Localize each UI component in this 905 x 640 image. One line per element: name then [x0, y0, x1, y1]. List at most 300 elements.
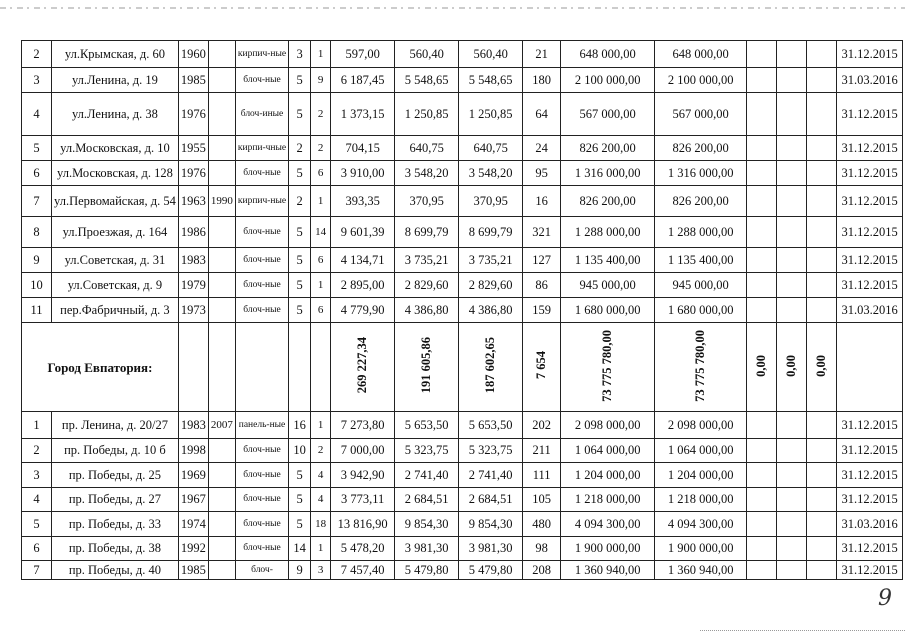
address-cell: пр. Победы, д. 40: [52, 561, 179, 580]
empty-cell: [807, 298, 837, 323]
empty-cell: [777, 93, 807, 136]
row-number: 2: [22, 41, 52, 68]
row-number: 7: [22, 561, 52, 580]
table-row: [22, 512, 903, 537]
living-area-cell: 5 653,50: [395, 412, 459, 439]
residential-area-cell: 560,40: [459, 41, 523, 68]
cost-total-cell: 1 360 940,00: [561, 561, 655, 580]
city-cost-fund: 73 775 780,00: [693, 329, 708, 402]
deadline-cell: 31.12.2015: [837, 93, 903, 136]
residential-area-cell: 2 684,51: [459, 488, 523, 512]
year-built-cell: 1985: [178, 68, 208, 93]
wall-material-cell: блоч-ные: [235, 161, 288, 186]
deadline-cell: 31.12.2015: [837, 463, 903, 488]
year-renovated-cell: [208, 41, 235, 68]
city-subtotal-row: [22, 323, 903, 412]
year-built-cell: 1992: [178, 537, 208, 561]
empty-cell: [777, 488, 807, 512]
cost-fund-cell: 2 098 000,00: [655, 412, 747, 439]
cost-total-cell: 826 200,00: [561, 186, 655, 217]
table-row: [22, 273, 903, 298]
floors-cell: 5: [289, 298, 311, 323]
deadline-cell: 31.12.2015: [837, 412, 903, 439]
floors-cell: 10: [289, 439, 311, 463]
living-area-cell: 5 548,65: [395, 68, 459, 93]
deadline-cell: 31.03.2016: [837, 298, 903, 323]
city-living-area: 191 605,86: [419, 337, 434, 394]
wall-material-cell: кирпи-чные: [235, 136, 288, 161]
year-built-cell: 1983: [178, 248, 208, 273]
living-area-cell: 4 386,80: [395, 298, 459, 323]
total-area-cell: 7 000,00: [331, 439, 395, 463]
cost-total-cell: 4 094 300,00: [561, 512, 655, 537]
empty-cell: [747, 561, 777, 580]
empty-cell: [807, 217, 837, 248]
empty-cell: [747, 537, 777, 561]
entrances-cell: 9: [311, 68, 331, 93]
total-area-cell: 2 895,00: [331, 273, 395, 298]
wall-material-cell: блоч-ные: [235, 68, 288, 93]
total-area-cell: 704,15: [331, 136, 395, 161]
cost-fund-cell: 1 135 400,00: [655, 248, 747, 273]
living-area-cell: 560,40: [395, 41, 459, 68]
year-built-cell: 1986: [178, 217, 208, 248]
row-number: 5: [22, 512, 52, 537]
city-residential-area: 187 602,65: [483, 337, 498, 394]
residential-area-cell: 1 250,85: [459, 93, 523, 136]
entrances-cell: 1: [311, 412, 331, 439]
deadline-cell: 31.12.2015: [837, 161, 903, 186]
table-row: [22, 412, 903, 439]
city-name: Город Евпатория:: [22, 323, 179, 412]
deadline-cell: 31.12.2015: [837, 217, 903, 248]
living-area-cell: 8 699,79: [395, 217, 459, 248]
residents-cell: 159: [523, 298, 561, 323]
empty-cell: [777, 273, 807, 298]
address-cell: ул.Проезжая, д. 164: [52, 217, 179, 248]
empty-cell: [747, 512, 777, 537]
empty-cell: [807, 439, 837, 463]
address-cell: ул.Крымская, д. 60: [52, 41, 179, 68]
row-number: 6: [22, 161, 52, 186]
cost-fund-cell: 826 200,00: [655, 136, 747, 161]
deadline-cell: 31.12.2015: [837, 186, 903, 217]
year-built-cell: 1955: [178, 136, 208, 161]
city-total-area: 269 227,34: [355, 337, 370, 394]
floors-cell: 5: [289, 217, 311, 248]
address-cell: пр. Победы, д. 10 б: [52, 439, 179, 463]
floors-cell: 2: [289, 136, 311, 161]
table-row: [22, 488, 903, 512]
table-row: [22, 186, 903, 217]
cost-total-cell: 648 000,00: [561, 41, 655, 68]
empty-cell: [807, 161, 837, 186]
residential-area-cell: 3 735,21: [459, 248, 523, 273]
residential-area-cell: 4 386,80: [459, 298, 523, 323]
year-built-cell: 1998: [178, 439, 208, 463]
cost-fund-cell: 1 204 000,00: [655, 463, 747, 488]
year-renovated-cell: [208, 136, 235, 161]
wall-material-cell: панель-ные: [235, 412, 288, 439]
year-built-cell: 1974: [178, 512, 208, 537]
floors-cell: 5: [289, 68, 311, 93]
empty-cell: [807, 136, 837, 161]
total-area-cell: 7 457,40: [331, 561, 395, 580]
empty-cell: [747, 93, 777, 136]
table-row: [22, 248, 903, 273]
wall-material-cell: блоч-ные: [235, 488, 288, 512]
city-cost-total: 73 775 780,00: [600, 329, 615, 402]
address-cell: ул.Ленина, д. 19: [52, 68, 179, 93]
table-row: [22, 217, 903, 248]
floors-cell: 5: [289, 488, 311, 512]
row-number: 1: [22, 412, 52, 439]
floors-cell: 16: [289, 412, 311, 439]
city-zero-2: 0,00: [784, 354, 799, 377]
city-zero-1: 0,00: [754, 354, 769, 377]
cost-fund-cell: 1 218 000,00: [655, 488, 747, 512]
floors-cell: 14: [289, 537, 311, 561]
cost-fund-cell: 4 094 300,00: [655, 512, 747, 537]
living-area-cell: 3 735,21: [395, 248, 459, 273]
floors-cell: 5: [289, 93, 311, 136]
empty-cell: [777, 68, 807, 93]
empty-cell: [777, 561, 807, 580]
scan-top-noise: [0, 0, 905, 14]
year-renovated-cell: [208, 439, 235, 463]
empty-cell: [777, 186, 807, 217]
entrances-cell: 2: [311, 439, 331, 463]
living-area-cell: 2 829,60: [395, 273, 459, 298]
total-area-cell: 597,00: [331, 41, 395, 68]
empty-cell: [747, 186, 777, 217]
wall-material-cell: блоч-иные: [235, 93, 288, 136]
living-area-cell: 3 548,20: [395, 161, 459, 186]
total-area-cell: 13 816,90: [331, 512, 395, 537]
entrances-cell: 6: [311, 248, 331, 273]
residential-area-cell: 5 323,75: [459, 439, 523, 463]
deadline-cell: 31.03.2016: [837, 512, 903, 537]
total-area-cell: 6 187,45: [331, 68, 395, 93]
table-row: [22, 161, 903, 186]
empty-cell: [747, 273, 777, 298]
cost-total-cell: 1 135 400,00: [561, 248, 655, 273]
year-renovated-cell: [208, 248, 235, 273]
residents-cell: 105: [523, 488, 561, 512]
cost-total-cell: 2 100 000,00: [561, 68, 655, 93]
address-cell: ул.Советская, д. 31: [52, 248, 179, 273]
table-row: [22, 561, 903, 580]
residential-area-cell: 5 548,65: [459, 68, 523, 93]
residents-cell: 16: [523, 186, 561, 217]
empty-cell: [777, 298, 807, 323]
floors-cell: 5: [289, 512, 311, 537]
wall-material-cell: блоч-ные: [235, 273, 288, 298]
cost-fund-cell: 1 064 000,00: [655, 439, 747, 463]
total-area-cell: 4 779,90: [331, 298, 395, 323]
entrances-cell: 6: [311, 161, 331, 186]
page-number-mark: 9: [878, 586, 892, 611]
empty-cell: [777, 439, 807, 463]
floors-cell: 5: [289, 161, 311, 186]
living-area-cell: 1 250,85: [395, 93, 459, 136]
total-area-cell: 7 273,80: [331, 412, 395, 439]
year-built-cell: 1963: [178, 186, 208, 217]
empty-cell: [747, 217, 777, 248]
empty-cell: [777, 41, 807, 68]
wall-material-cell: кирпич-ные: [235, 41, 288, 68]
residents-cell: 127: [523, 248, 561, 273]
living-area-cell: 5 323,75: [395, 439, 459, 463]
year-renovated-cell: [208, 463, 235, 488]
cost-total-cell: 567 000,00: [561, 93, 655, 136]
living-area-cell: 5 479,80: [395, 561, 459, 580]
year-renovated-cell: [208, 161, 235, 186]
empty-cell: [777, 161, 807, 186]
scan-bottom-edge: [700, 630, 905, 637]
cost-total-cell: 1 316 000,00: [561, 161, 655, 186]
floors-cell: 2: [289, 186, 311, 217]
wall-material-cell: блоч-ные: [235, 217, 288, 248]
empty-cell: [807, 512, 837, 537]
entrances-cell: 18: [311, 512, 331, 537]
wall-material-cell: блоч-ные: [235, 298, 288, 323]
living-area-cell: 3 981,30: [395, 537, 459, 561]
floors-cell: 5: [289, 248, 311, 273]
entrances-cell: 2: [311, 136, 331, 161]
deadline-cell: 31.12.2015: [837, 273, 903, 298]
entrances-cell: 1: [311, 41, 331, 68]
empty-cell: [807, 488, 837, 512]
row-number: 3: [22, 463, 52, 488]
deadline-cell: 31.12.2015: [837, 488, 903, 512]
cost-total-cell: 945 000,00: [561, 273, 655, 298]
empty-cell: [747, 68, 777, 93]
cost-fund-cell: 1 360 940,00: [655, 561, 747, 580]
living-area-cell: 9 854,30: [395, 512, 459, 537]
wall-material-cell: кирпич-ные: [235, 186, 288, 217]
table-row: [22, 93, 903, 136]
residential-area-cell: 5 653,50: [459, 412, 523, 439]
cost-fund-cell: 1 316 000,00: [655, 161, 747, 186]
residents-cell: 208: [523, 561, 561, 580]
year-built-cell: 1976: [178, 161, 208, 186]
residential-area-cell: 640,75: [459, 136, 523, 161]
wall-material-cell: блоч-ные: [235, 248, 288, 273]
table-row: [22, 41, 903, 68]
row-number: 5: [22, 136, 52, 161]
cost-fund-cell: 1 900 000,00: [655, 537, 747, 561]
row-number: 11: [22, 298, 52, 323]
residents-cell: 98: [523, 537, 561, 561]
residential-area-cell: 9 854,30: [459, 512, 523, 537]
table-row: [22, 439, 903, 463]
residents-cell: 64: [523, 93, 561, 136]
address-cell: пр. Победы, д. 33: [52, 512, 179, 537]
empty-cell: [777, 217, 807, 248]
entrances-cell: 1: [311, 273, 331, 298]
table-row: [22, 537, 903, 561]
cost-total-cell: 826 200,00: [561, 136, 655, 161]
floors-cell: 5: [289, 273, 311, 298]
living-area-cell: 2 684,51: [395, 488, 459, 512]
city-subtotal-section: [22, 323, 903, 412]
table-row: [22, 68, 903, 93]
total-area-cell: 4 134,71: [331, 248, 395, 273]
address-cell: ул.Московская, д. 10: [52, 136, 179, 161]
living-area-cell: 2 741,40: [395, 463, 459, 488]
empty-cell: [747, 439, 777, 463]
scan-top-edge: [0, 0, 905, 14]
floors-cell: 9: [289, 561, 311, 580]
cost-total-cell: 1 900 000,00: [561, 537, 655, 561]
city-residents: 7 654: [534, 351, 549, 380]
row-number: 9: [22, 248, 52, 273]
table-row: [22, 136, 903, 161]
cost-fund-cell: 1 288 000,00: [655, 217, 747, 248]
year-renovated-cell: [208, 488, 235, 512]
address-cell: пр. Победы, д. 27: [52, 488, 179, 512]
row-number: 4: [22, 93, 52, 136]
empty-cell: [807, 68, 837, 93]
table-body-section-1: [22, 41, 903, 323]
empty-cell: [747, 136, 777, 161]
empty-cell: [777, 512, 807, 537]
wall-material-cell: блоч-ные: [235, 537, 288, 561]
address-cell: пер.Фабричный, д. 3: [52, 298, 179, 323]
deadline-cell: 31.12.2015: [837, 439, 903, 463]
city-zero-3: 0,00: [814, 354, 829, 377]
total-area-cell: 9 601,39: [331, 217, 395, 248]
cost-total-cell: 1 204 000,00: [561, 463, 655, 488]
year-built-cell: 1967: [178, 488, 208, 512]
empty-cell: [777, 136, 807, 161]
residents-cell: 321: [523, 217, 561, 248]
empty-cell: [747, 248, 777, 273]
year-renovated-cell: [208, 68, 235, 93]
empty-cell: [777, 248, 807, 273]
deadline-cell: 31.12.2015: [837, 136, 903, 161]
table-body-section-2: [22, 412, 903, 580]
residents-cell: 480: [523, 512, 561, 537]
entrances-cell: 3: [311, 561, 331, 580]
residential-area-cell: 8 699,79: [459, 217, 523, 248]
entrances-cell: 14: [311, 217, 331, 248]
cost-total-cell: 2 098 000,00: [561, 412, 655, 439]
residents-cell: 111: [523, 463, 561, 488]
wall-material-cell: блоч-: [235, 561, 288, 580]
empty-cell: [807, 273, 837, 298]
entrances-cell: 2: [311, 93, 331, 136]
year-renovated-cell: 1990: [208, 186, 235, 217]
cost-fund-cell: 826 200,00: [655, 186, 747, 217]
year-renovated-cell: 2007: [208, 412, 235, 439]
year-renovated-cell: [208, 537, 235, 561]
cost-fund-cell: 945 000,00: [655, 273, 747, 298]
empty-cell: [777, 537, 807, 561]
year-renovated-cell: [208, 93, 235, 136]
row-number: 4: [22, 488, 52, 512]
empty-cell: [777, 463, 807, 488]
cost-fund-cell: 648 000,00: [655, 41, 747, 68]
year-built-cell: 1969: [178, 463, 208, 488]
cost-total-cell: 1 288 000,00: [561, 217, 655, 248]
empty-cell: [807, 412, 837, 439]
living-area-cell: 370,95: [395, 186, 459, 217]
cost-total-cell: 1 064 000,00: [561, 439, 655, 463]
cost-fund-cell: 567 000,00: [655, 93, 747, 136]
address-cell: пр. Победы, д. 25: [52, 463, 179, 488]
empty-cell: [747, 161, 777, 186]
floors-cell: 3: [289, 41, 311, 68]
residential-area-cell: 3 548,20: [459, 161, 523, 186]
year-renovated-cell: [208, 298, 235, 323]
empty-cell: [807, 561, 837, 580]
table-row: [22, 463, 903, 488]
address-cell: ул.Советская, д. 9: [52, 273, 179, 298]
year-built-cell: 1983: [178, 412, 208, 439]
year-built-cell: 1985: [178, 561, 208, 580]
deadline-cell: 31.12.2015: [837, 537, 903, 561]
empty-cell: [807, 463, 837, 488]
address-cell: ул.Первомайская, д. 54: [52, 186, 179, 217]
empty-cell: [807, 93, 837, 136]
row-number: 6: [22, 537, 52, 561]
residential-area-cell: 370,95: [459, 186, 523, 217]
empty-cell: [747, 298, 777, 323]
entrances-cell: 4: [311, 488, 331, 512]
year-built-cell: 1976: [178, 93, 208, 136]
residents-cell: 21: [523, 41, 561, 68]
entrances-cell: 4: [311, 463, 331, 488]
empty-cell: [807, 186, 837, 217]
total-area-cell: 393,35: [331, 186, 395, 217]
empty-cell: [807, 41, 837, 68]
table-row: [22, 298, 903, 323]
floors-cell: 5: [289, 463, 311, 488]
total-area-cell: 1 373,15: [331, 93, 395, 136]
year-built-cell: 1973: [178, 298, 208, 323]
year-renovated-cell: [208, 217, 235, 248]
row-number: 2: [22, 439, 52, 463]
empty-cell: [747, 488, 777, 512]
empty-cell: [807, 537, 837, 561]
empty-cell: [807, 248, 837, 273]
entrances-cell: 6: [311, 298, 331, 323]
year-built-cell: 1960: [178, 41, 208, 68]
deadline-cell: 31.12.2015: [837, 248, 903, 273]
residents-cell: 95: [523, 161, 561, 186]
deadline-cell: 31.12.2015: [837, 561, 903, 580]
wall-material-cell: блоч-ные: [235, 439, 288, 463]
total-area-cell: 3 910,00: [331, 161, 395, 186]
residential-area-cell: 2 829,60: [459, 273, 523, 298]
row-number: 3: [22, 68, 52, 93]
residents-cell: 211: [523, 439, 561, 463]
entrances-cell: 1: [311, 186, 331, 217]
year-renovated-cell: [208, 561, 235, 580]
wall-material-cell: блоч-ные: [235, 463, 288, 488]
total-area-cell: 3 773,11: [331, 488, 395, 512]
address-cell: пр. Ленина, д. 20/27: [52, 412, 179, 439]
row-number: 10: [22, 273, 52, 298]
cost-total-cell: 1 680 000,00: [561, 298, 655, 323]
empty-cell: [747, 463, 777, 488]
year-built-cell: 1979: [178, 273, 208, 298]
row-number: 7: [22, 186, 52, 217]
cost-fund-cell: 1 680 000,00: [655, 298, 747, 323]
empty-cell: [747, 412, 777, 439]
